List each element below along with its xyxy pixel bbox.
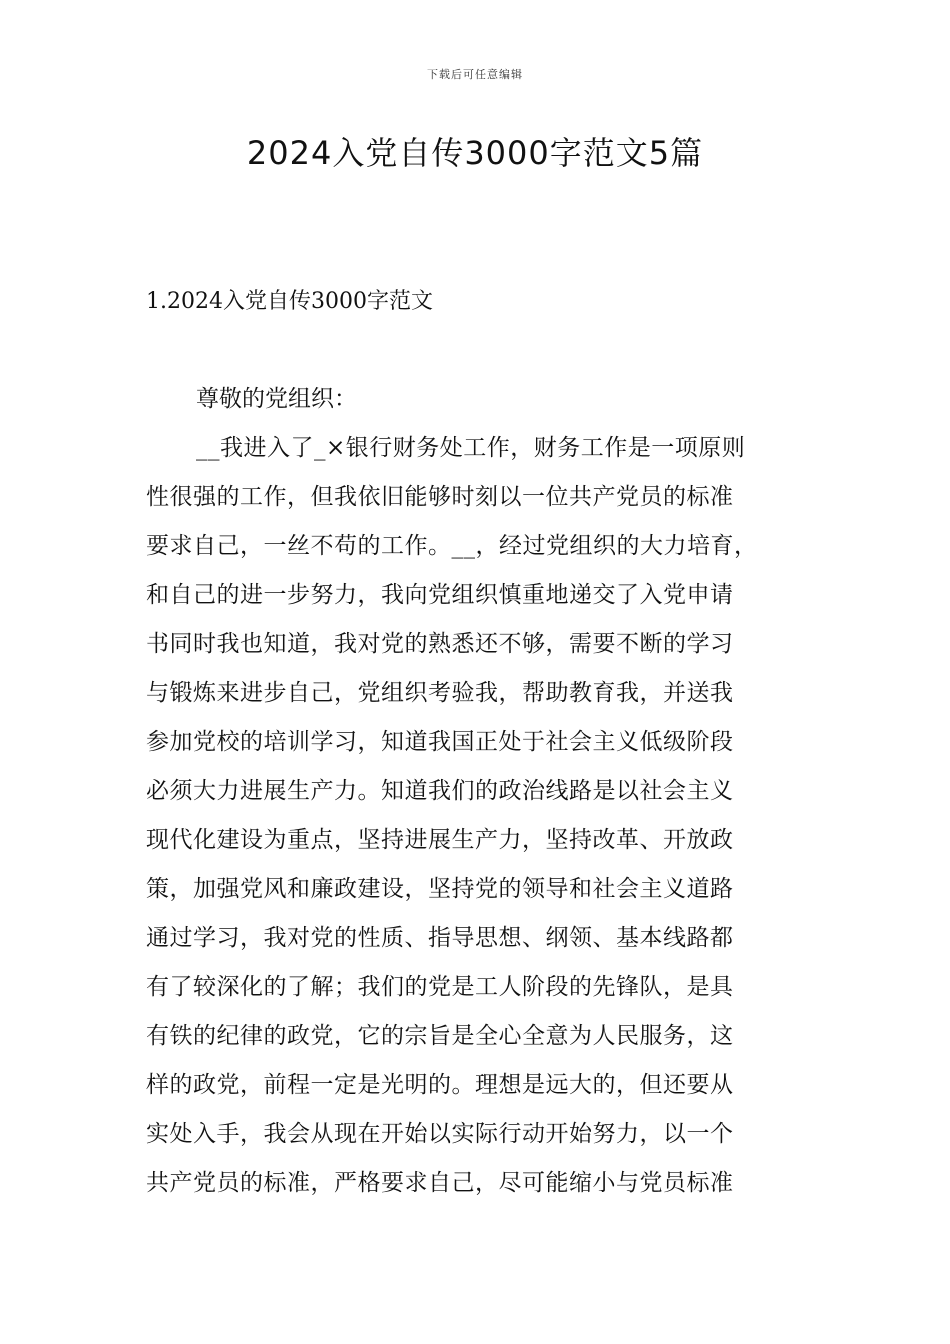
body-line: 策，加强党风和廉政建设，坚持党的领导和社会主义道路: [146, 876, 734, 902]
body-line: 有铁的纪律的政党，它的宗旨是全心全意为人民服务，这: [146, 1023, 734, 1049]
body-line: 与锻炼来进步自己，党组织考验我，帮助教育我，并送我: [146, 680, 734, 706]
salutation: 尊敬的党组织：: [196, 386, 357, 412]
body-line: __我进入了_×银行财务处工作，财务工作是一项原则: [196, 435, 746, 461]
body-paragraph: [146, 424, 816, 1208]
body-line: 有了较深化的了解；我们的党是工人阶段的先锋队，是具: [146, 974, 734, 1000]
body-line: 通过学习，我对党的性质、指导思想、纲领、基本线路都: [146, 925, 734, 951]
body-line: 现代化建设为重点，坚持进展生产力，坚持改革、开放政: [146, 827, 734, 853]
body-line: 参加党校的培训学习，知道我国正处于社会主义低级阶段: [146, 729, 734, 755]
body-line: 实处入手，我会从现在开始以实际行动开始努力，以一个: [146, 1121, 734, 1147]
header-note: 下载后可任意编辑: [427, 68, 523, 81]
section-heading: 1.2024入党自传3000字范文: [146, 289, 433, 314]
body-line: 共产党员的标准，严格要求自己，尽可能缩小与党员标准: [146, 1170, 734, 1196]
body-line: 书同时我也知道，我对党的熟悉还不够，需要不断的学习: [146, 631, 734, 657]
body-line: 必须大力进展生产力。知道我们的政治线路是以社会主义: [146, 778, 734, 804]
body-line: 和自己的进一步努力，我向党组织慎重地递交了入党申请: [146, 582, 734, 608]
body-line: 要求自己，一丝不苟的工作。__，经过党组织的大力培育，: [146, 533, 758, 559]
body-line: 性很强的工作，但我依旧能够时刻以一位共产党员的标准: [146, 484, 734, 510]
body-line: 样的政党，前程一定是光明的。理想是远大的，但还要从: [146, 1072, 734, 1098]
document-title: 2024入党自传3000字范文5篇: [246, 134, 704, 172]
